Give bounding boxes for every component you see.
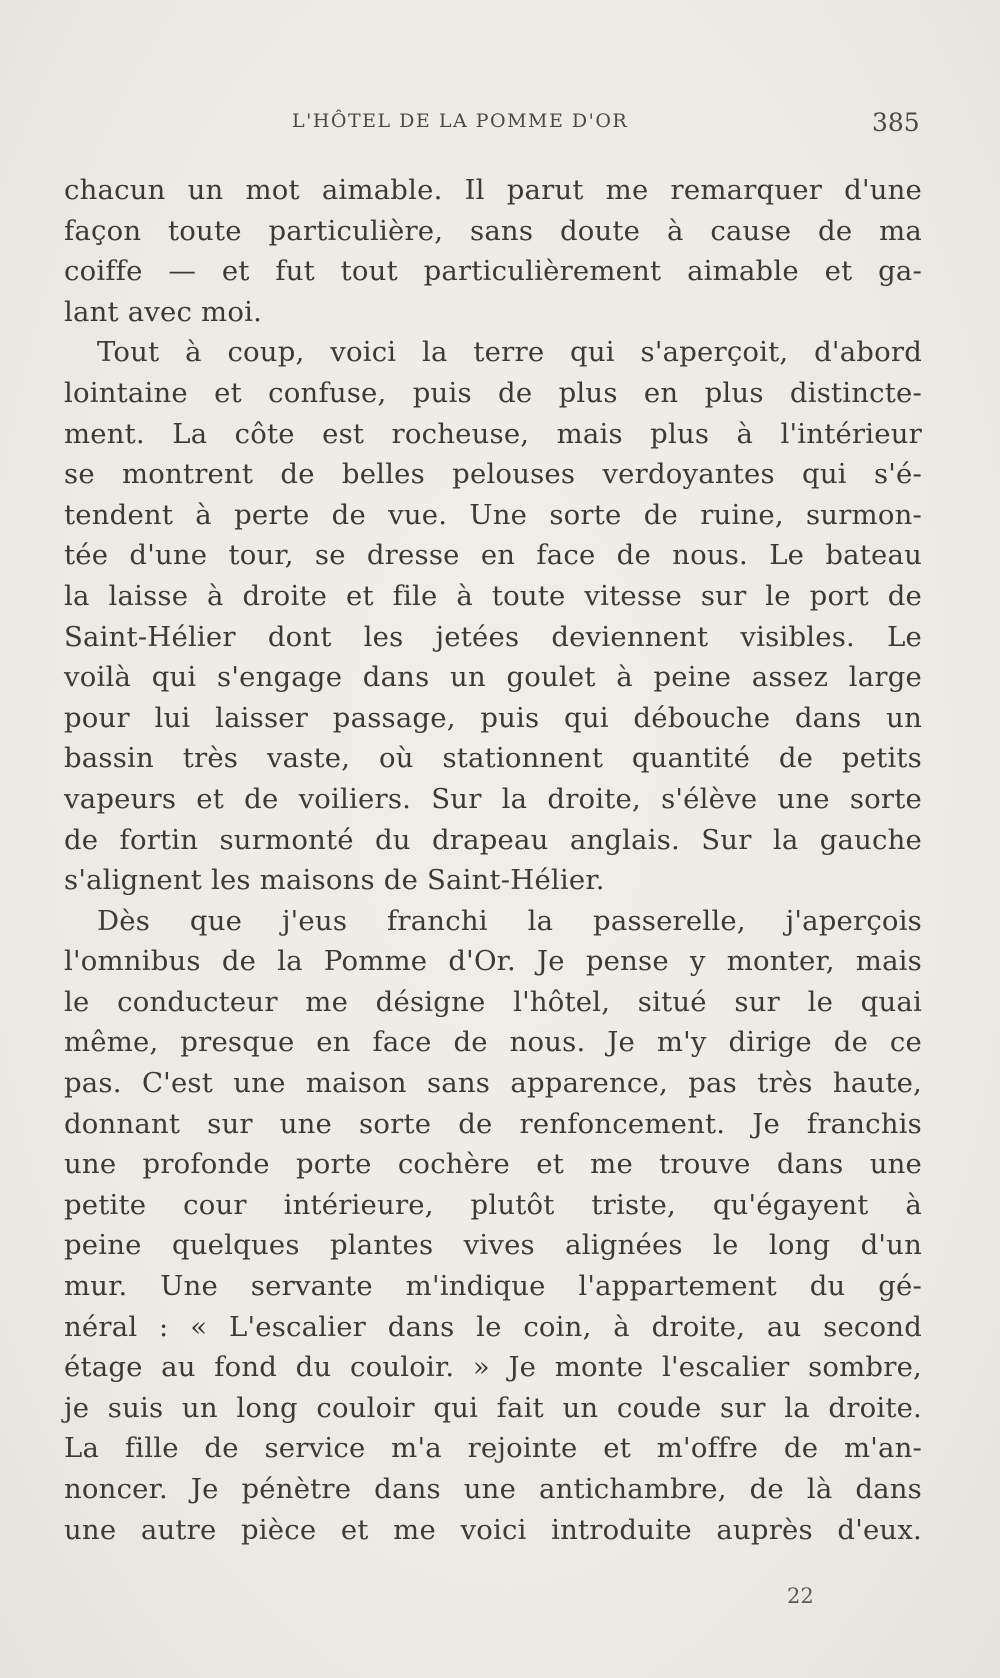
body-text (64, 170, 922, 1550)
text-line: bassin très vaste, où stationnent quantité de petits (64, 742, 922, 775)
text-line: chacun un mot aimable. Il parut me remarquer d'une (64, 174, 922, 206)
text-line: tendent à perte de vue. Une sorte de ruine, surmon- (64, 498, 922, 531)
text-line: vapeurs et de voiliers. Sur la droite, s'élève une sorte (64, 782, 922, 815)
text-line: je suis un long couloir qui fait un coude sur la droite. (64, 1391, 922, 1424)
text-line: le conducteur me désigne l'hôtel, situé sur le quai (64, 985, 922, 1018)
running-title: L'HÔTEL DE LA POMME D'OR (292, 110, 629, 132)
text-line: néral : « L'escalier dans le coin, à droite, au second (64, 1310, 922, 1343)
text-line: mur. Une servante m'indique l'appartement du gé- (64, 1270, 922, 1303)
text-line: petite cour intérieure, plutôt triste, qu'égayent à (64, 1188, 922, 1221)
text-line: voilà qui s'engage dans un goulet à peine assez large (64, 661, 922, 694)
page-number: 385 (872, 108, 920, 137)
text-line: façon toute particulière, sans doute à cause de ma (64, 214, 922, 247)
printer-signature: 22 (787, 1584, 814, 1608)
text-line: même, presque en face de nous. Je m'y dirige de ce (64, 1026, 922, 1059)
text-line: une profonde porte cochère et me trouve dans une (64, 1148, 922, 1181)
text-line: coiffe — et fut tout particulièrement aimable et ga- (64, 255, 922, 288)
text-line: donnant sur une sorte de renfoncement. Je franchis (64, 1107, 922, 1140)
text-line: Dès que j'eus franchi la passerelle, j'aperçois (97, 904, 922, 937)
text-line: tée d'une tour, se dresse en face de nous. Le bateau (64, 539, 922, 572)
text-line: La fille de service m'a rejointe et m'offre de m'an- (64, 1432, 922, 1465)
text-line: étage au fond du couloir. » Je monte l'escalier sombre, (64, 1351, 922, 1384)
text-line: de fortin surmonté du drapeau anglais. Sur la gauche (64, 823, 922, 856)
text-line: s'alignent les maisons de Saint-Hélier. (64, 864, 605, 897)
text-line: lant avec moi. (64, 295, 263, 328)
text-line: pas. C'est une maison sans apparence, pas très haute, (64, 1067, 922, 1100)
text-line: peine quelques plantes vives alignées le long d'un (64, 1229, 922, 1262)
text-line: noncer. Je pénètre dans une antichambre, de là dans (64, 1473, 922, 1505)
text-line: l'omnibus de la Pomme d'Or. Je pense y monter, mais (64, 945, 922, 978)
text-line: lointaine et confuse, puis de plus en plus distincte- (64, 376, 922, 409)
text-line: une autre pièce et me voici introduite auprès d'eux. (64, 1513, 922, 1546)
text-line: Saint-Hélier dont les jetées deviennent visibles. Le (64, 620, 922, 653)
text-line: Tout à coup, voici la terre qui s'aperçoit, d'abord (97, 336, 922, 369)
text-line: la laisse à droite et file à toute vitesse sur le port de (64, 579, 922, 612)
text-line: pour lui laisser passage, puis qui débouche dans un (64, 701, 922, 734)
text-line: ment. La côte est rocheuse, mais plus à l'intérieur (64, 417, 922, 450)
text-line: se montrent de belles pelouses verdoyantes qui s'é- (64, 458, 922, 491)
